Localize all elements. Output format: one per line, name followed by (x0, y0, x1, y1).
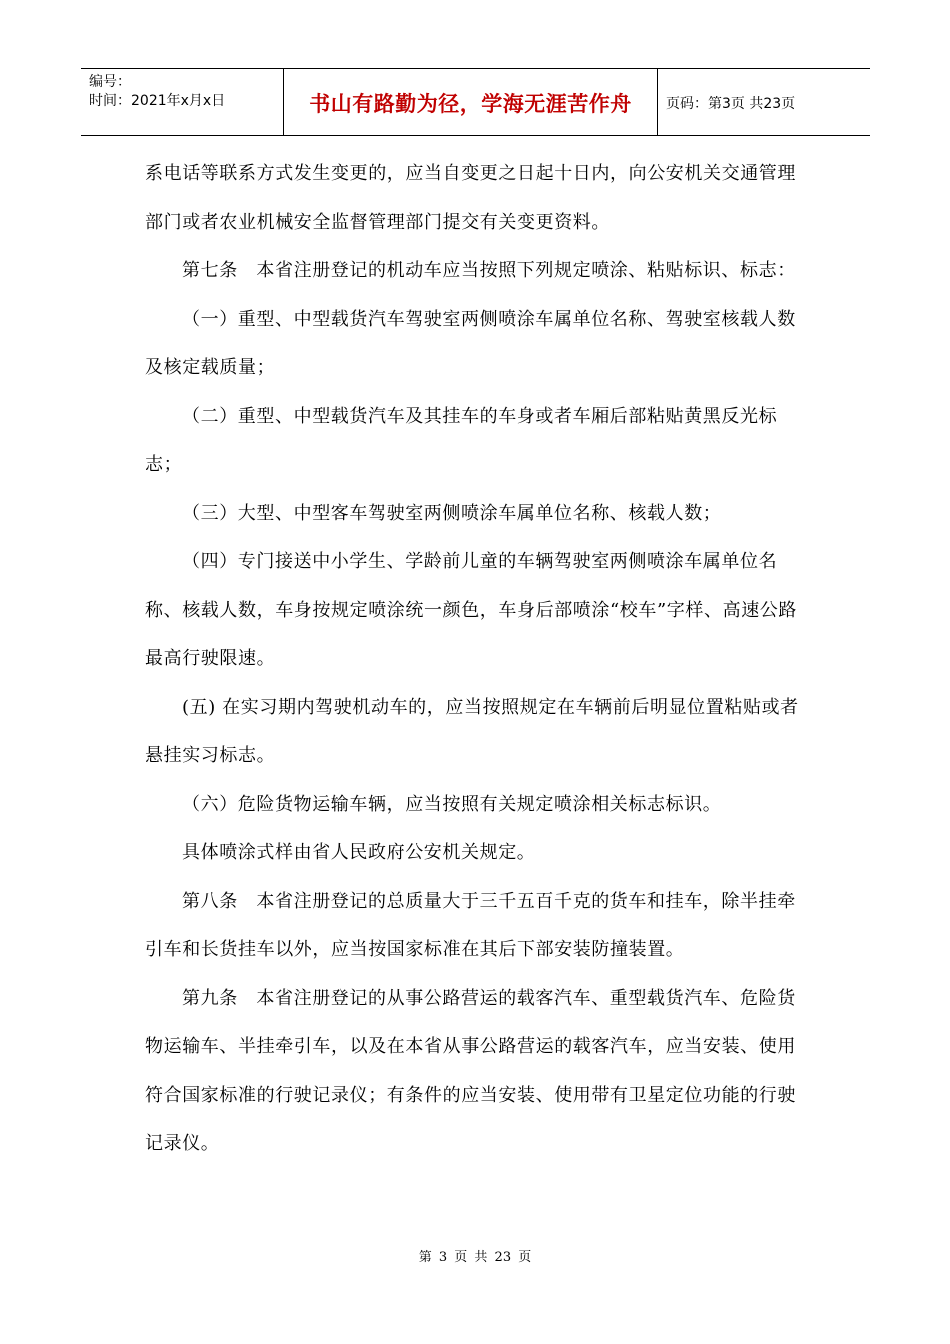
article-7-note: 具体喷涂式样由省人民政府公安机关规定。 (182, 842, 536, 863)
page-header (81, 68, 870, 136)
document-body (145, 150, 805, 1169)
article-9: 第九条 本省注册登记的从事公路营运的载客汽车、重型载货汽车、危险货物运输车、半挂牵引车，以及在本省从事公路营运的载客汽车，应当安装、使用符合国家标准的行驶记录仪；有条件的应当安装、使用带有卫星定位功能的行驶记录仪。 (145, 987, 796, 1154)
article-7-item-6: （六）危险货物运输车辆，应当按照有关规定喷涂相关标志标识。 (182, 793, 722, 815)
document-date: 时间：2021年x月x日 (89, 93, 226, 109)
article-7-heading: 第七条 本省注册登记的机动车应当按照下列规定喷涂、粘贴标识、标志： (182, 260, 796, 281)
header-page-info: 页码：第3页 共23页 (666, 96, 796, 112)
article-7-item-1: （一）重型、中型载货汽车驾驶室两侧喷涂车属单位名称、驾驶室核载人数及核定载质量； (145, 308, 796, 378)
body-paragraph-continuation: 系电话等联系方式发生变更的，应当自变更之日起十日内，向公安机关交通管理部门或者农业机械安全监督管理部门提交有关变更资料。 (145, 163, 796, 233)
document-number-label: 编号： (89, 74, 131, 90)
article-7-item-4: （四）专门接送中小学生、学龄前儿童的车辆驾驶室两侧喷涂车属单位名称、核载人数，车身按规定喷涂统一颜色，车身后部喷涂“校车”字样、高速公路最高行驶限速。 (145, 551, 798, 669)
article-7-item-3: （三）大型、中型客车驾驶室两侧喷涂车属单位名称、核载人数； (182, 502, 722, 524)
header-motto: 书山有路勤为径，学海无涯苦作舟 (284, 69, 658, 135)
article-7-item-2: （二）重型、中型载货汽车及其挂车的车身或者车厢后部粘贴黄黑反光标志； (145, 405, 778, 475)
article-8: 第八条 本省注册登记的总质量大于三千五百千克的货车和挂车，除半挂牵引车和长货挂车以外，应当按国家标准在其后下部安装防撞装置。 (145, 890, 796, 960)
article-7-item-5: (五) 在实习期内驾驶机动车的，应当按照规定在车辆前后明显位置粘贴或者悬挂实习标志。 (145, 696, 799, 766)
header-meta (81, 69, 284, 135)
page-footer: 第 3 页 共 23 页 (418, 1250, 532, 1265)
